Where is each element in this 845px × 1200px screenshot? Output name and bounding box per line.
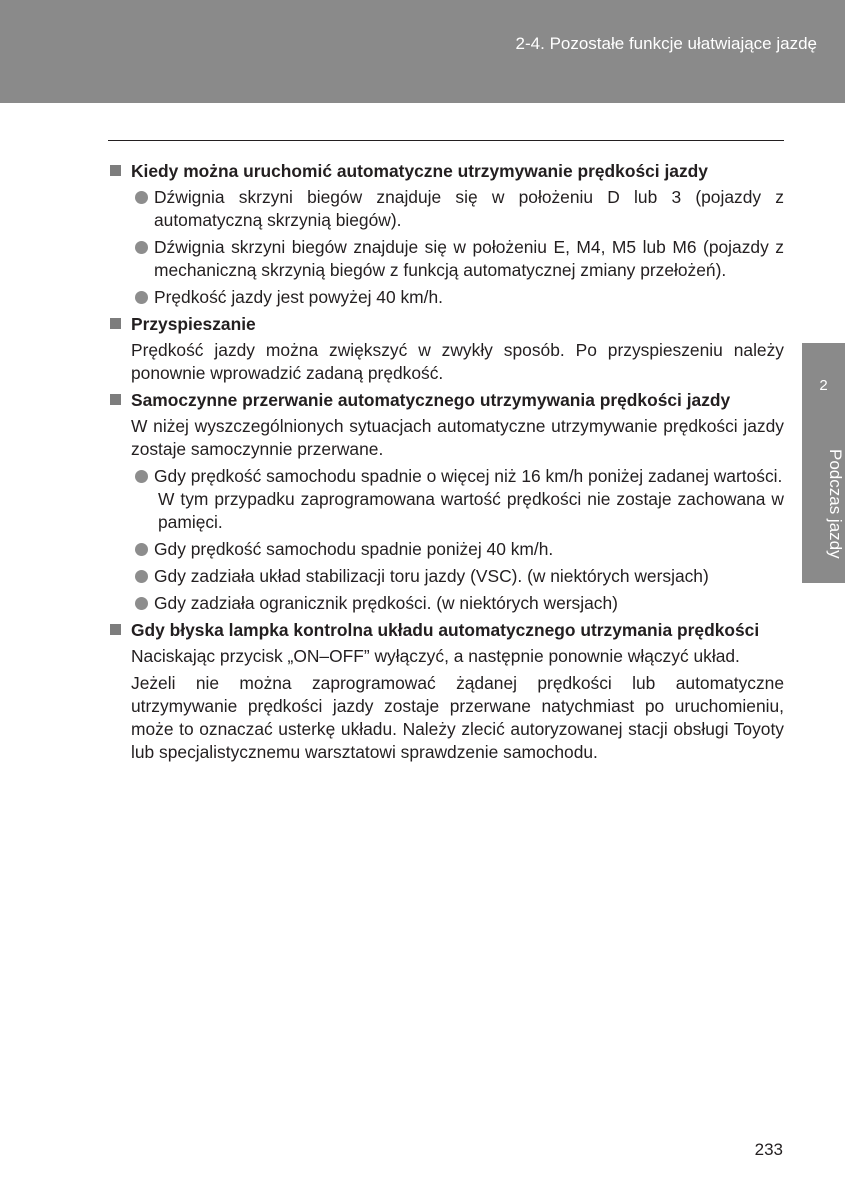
section-heading-text: Przyspieszanie: [131, 314, 256, 334]
circle-bullet-icon: [135, 570, 148, 583]
square-bullet-icon: [110, 165, 121, 176]
page-content: [108, 160, 784, 768]
list-item-note: W tym przypadku zaprogramowana wartość prędkości nie zostaje zachowana w pamięci.: [158, 489, 784, 532]
square-bullet-icon: [110, 624, 121, 635]
square-bullet-icon: [110, 394, 121, 405]
list-item: [108, 592, 784, 615]
list-item-text: Prędkość jazdy jest powyżej 40 km/h.: [154, 287, 444, 307]
chapter-number: 2: [819, 377, 828, 394]
circle-bullet-icon: [135, 597, 148, 610]
chapter-label: Podczas jazdy: [826, 449, 845, 559]
list-item: [108, 236, 784, 282]
section-heading-text: Kiedy można uruchomić automatyczne utrzymywanie prędkości jazdy: [131, 161, 708, 181]
chapter-side-tab: [802, 343, 845, 583]
paragraph: Naciskając przycisk „ON–OFF” wyłączyć, a następnie ponownie włączyć układ.: [131, 646, 740, 666]
section-heading-text: Gdy błyska lampka kontrolna układu automatycznego utrzymania prędkości: [131, 620, 760, 640]
circle-bullet-icon: [135, 291, 148, 304]
circle-bullet-icon: [135, 543, 148, 556]
chapter-title: 2-4. Pozostałe funkcje ułatwiające jazdę: [515, 34, 817, 53]
paragraph: W niżej wyszczególnionych sytuacjach automatyczne utrzymywanie prędkości jazdy zostaje samoczynnie przerwane.: [131, 416, 784, 459]
section-heading: [108, 619, 784, 642]
list-item-text: Gdy prędkość samochodu spadnie poniżej 40 km/h.: [154, 539, 554, 559]
section-when-to-activate: [108, 160, 784, 309]
circle-bullet-icon: [135, 241, 148, 254]
list-item: [108, 538, 784, 561]
list-item: [108, 286, 784, 309]
section-accelerating: [108, 313, 784, 385]
paragraph: Prędkość jazdy można zwiększyć w zwykły sposób. Po przyspieszeniu należy ponownie wprowadzić zadaną prędkość.: [131, 340, 784, 383]
list-item-text: Gdy prędkość samochodu spadnie o więcej niż 16 km/h poniżej zadanej wartości.: [154, 466, 783, 486]
circle-bullet-icon: [135, 191, 148, 204]
page-number: 233: [754, 1140, 783, 1159]
section-automatic-cancellation: [108, 389, 784, 615]
list-item: [108, 186, 784, 232]
list-item: [108, 465, 784, 488]
section-heading-text: Samoczynne przerwanie automatycznego utrzymywania prędkości jazdy: [131, 390, 731, 410]
section-indicator-flashing: [108, 619, 784, 764]
section-heading: [108, 313, 784, 336]
circle-bullet-icon: [135, 470, 148, 483]
list-item-text: Dźwignia skrzyni biegów znajduje się w położeniu E, M4, M5 lub M6 (pojazdy z mechaniczną skrzynią biegów z funkcją automatycznej zmiany przełożeń).: [154, 237, 784, 280]
list-item-text: Dźwignia skrzyni biegów znajduje się w położeniu D lub 3 (pojazdy z automatyczną skrzynią biegów).: [154, 187, 784, 230]
section-heading: [108, 389, 784, 412]
list-item-text: Gdy zadziała ogranicznik prędkości. (w niektórych wersjach): [154, 593, 618, 613]
list-item-text: Gdy zadziała układ stabilizacji toru jazdy (VSC). (w niektórych wersjach): [154, 566, 709, 586]
top-rule: [108, 140, 784, 141]
list-item: [108, 565, 784, 588]
section-heading: [108, 160, 784, 183]
header-band: [0, 0, 845, 103]
paragraph: Jeżeli nie można zaprogramować żądanej prędkości lub automatyczne utrzymywanie prędkości jazdy zostaje przerwane natychmiast po uruchomieniu, może to oznaczać usterkę układu. Należy zlecić autoryzowanej stacji obsługi Toyoty lub specjalistycznemu warsztatowi sprawdzenie samochodu.: [131, 673, 784, 762]
square-bullet-icon: [110, 318, 121, 329]
